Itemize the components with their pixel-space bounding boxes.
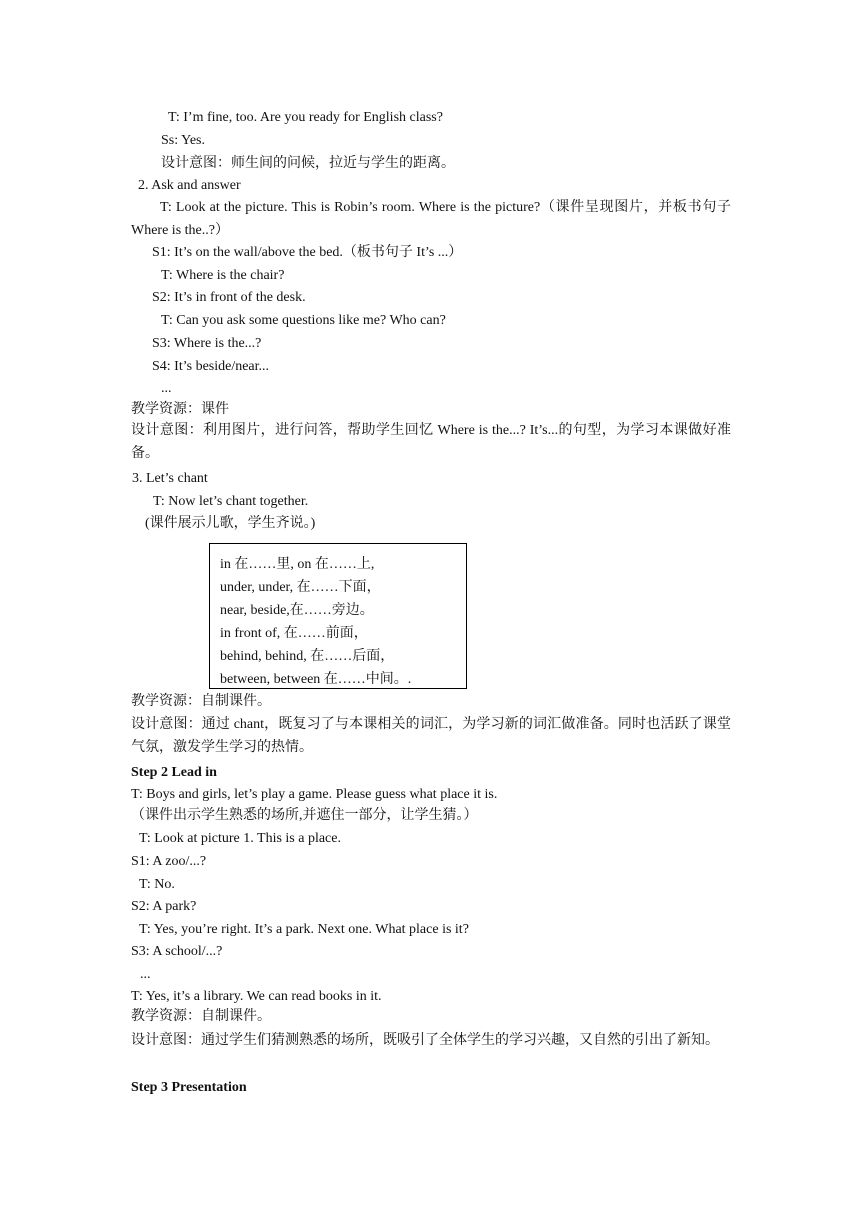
teaching-resource-note: 教学资源：自制课件。: [131, 1009, 271, 1024]
instruction-note: (课件展示儿歌，学生齐说。): [145, 516, 316, 531]
chant-line: under, under, 在……下面，: [220, 580, 381, 595]
section-heading: 3. Let’s chant: [132, 471, 208, 486]
chant-box: [209, 543, 467, 689]
dialogue-line: T: Yes, you’re right. It’s a park. Next one. What place is it?: [139, 922, 469, 937]
dialogue-line: T: Where is the chair?: [161, 268, 285, 283]
dialogue-line: S4: It’s beside/near...: [152, 359, 270, 374]
design-intent-note: 设计意图：师生间的问候，拉近与学生的距离。: [161, 156, 455, 171]
dialogue-line: T: Boys and girls, let’s play a game. Please guess what place it is.: [131, 787, 498, 802]
chant-line: near, beside,在……旁边。: [220, 603, 374, 618]
step-heading: Step 2 Lead in: [131, 765, 217, 780]
dialogue-line: S3: Where is the...?: [152, 336, 262, 351]
step-heading: Step 3 Presentation: [131, 1080, 247, 1095]
dialogue-line: S2: It’s in front of the desk.: [152, 290, 306, 305]
ellipsis-line: ...: [161, 381, 172, 396]
dialogue-line: Ss: Yes.: [161, 133, 205, 148]
design-intent-paragraph: 设计意图：通过 chant，既复习了与本课相关的词汇，为学习新的词汇做准备。同时也活跃了课堂气氛，激发学生学习的热情。: [131, 717, 731, 755]
dialogue-line: T: I’m fine, too. Are you ready for English class?: [168, 110, 443, 125]
dialogue-line: T: No.: [139, 877, 175, 892]
dialogue-line: S2: A park?: [131, 899, 197, 914]
chant-line: in front of, 在……前面，: [220, 626, 368, 641]
dialogue-line: T: Now let’s chant together.: [153, 494, 309, 509]
instruction-note: （课件出示学生熟悉的场所,并遮住一部分，让学生猜。）: [131, 808, 478, 823]
section-heading: 2. Ask and answer: [138, 178, 241, 193]
dialogue-line: S1: It’s on the wall/above the bed.（板书句子 It’s ...）: [152, 245, 463, 260]
chant-line: in 在……里, on 在……上,: [220, 557, 375, 572]
design-intent-paragraph: 设计意图：通过学生们猜测熟悉的场所，既吸引了全体学生的学习兴趣，又自然的引出了新知。: [131, 1033, 719, 1048]
chant-line: behind, behind, 在……后面，: [220, 649, 395, 664]
teaching-resource-note: 教学资源：课件: [131, 402, 229, 417]
chant-line: between, between 在……中间。.: [220, 672, 412, 687]
dialogue-line: S3: A school/...?: [131, 944, 223, 959]
dialogue-line: T: Yes, it’s a library. We can read books in it.: [131, 989, 382, 1004]
dialogue-line: S1: A zoo/...?: [131, 854, 207, 869]
ellipsis-line: ...: [140, 967, 151, 982]
teaching-resource-note: 教学资源：自制课件。: [131, 694, 271, 709]
dialogue-line: T: Look at picture 1. This is a place.: [139, 831, 341, 846]
design-intent-paragraph: 设计意图：利用图片，进行问答，帮助学生回忆 Where is the...? It’s...的句型，为学习本课做好准备。: [131, 423, 731, 461]
dialogue-paragraph: T: Look at the picture. This is Robin’s room. Where is the picture?（课件呈现图片，并板书句子 Where is the..?）: [131, 200, 731, 238]
dialogue-line: T: Can you ask some questions like me? Who can?: [161, 313, 446, 328]
